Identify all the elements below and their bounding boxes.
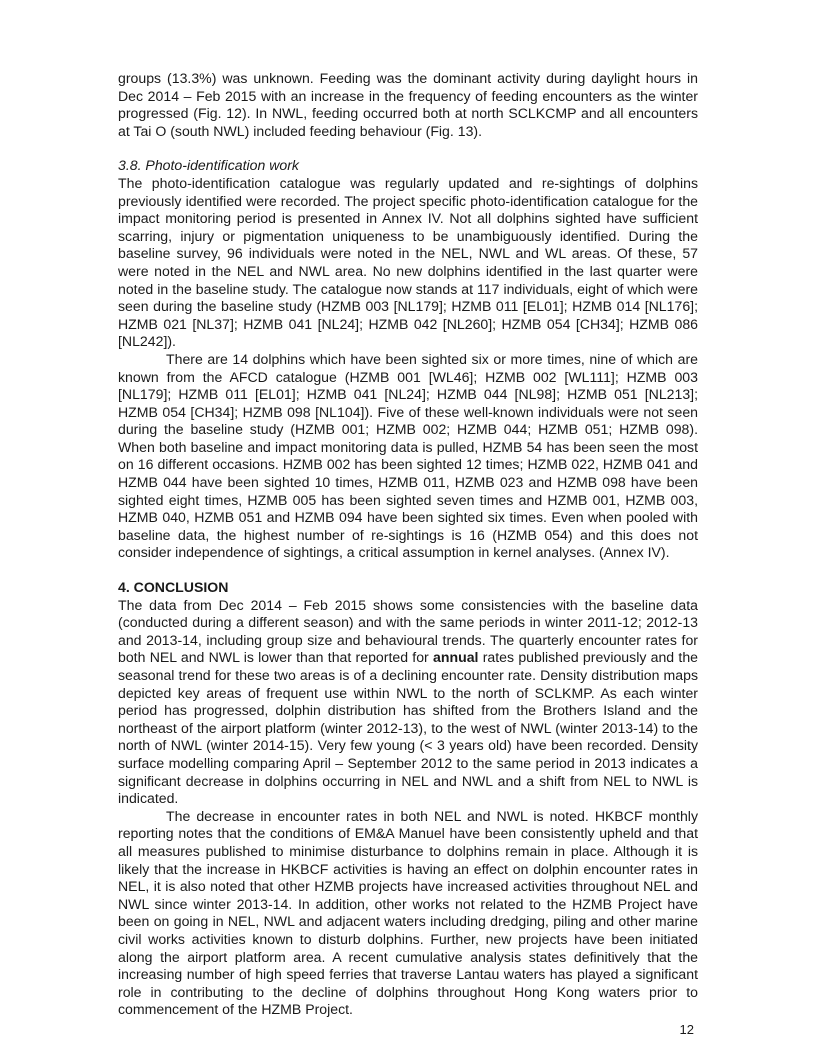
section-3-8-paragraph-1: The photo-identification catalogue was regularly updated and re-sightings of dolphins previously identified were recorded. The project specific photo-identification catalogue for the impact monitoring period is presented in Annex IV. Not all dolphins sighted have sufficient scarring, injury or pigmentation uniqueness to be unambiguously identified. During the baseline survey, 96 individuals were noted in the NEL, NWL and WL areas. Of these, 57 were noted in the NEL and NWL area. No new dolphins identified in the last quarter were noted in the baseline study. The catalogue now stands at 117 individuals, eight of which were seen during the baseline study (HZMB 003 [NL179]; HZMB 011 [EL01]; HZMB 014 [NL176]; HZMB 021 [NL37]; HZMB 041 [NL24]; HZMB 042 [NL260]; HZMB 054 [CH34]; HZMB 086 [NL242]). [118, 174, 698, 350]
section-4-paragraph-1 [118, 597, 698, 808]
section-3-8-paragraph-2: There are 14 dolphins which have been sighted six or more times, nine of which are known from the AFCD catalogue (HZMB 001 [WL46]; HZMB 002 [WL111]; HZMB 003 [NL179]; HZMB 011 [EL01]; HZMB 041 [NL24]; HZMB 044 [NL98]; HZMB 051 [NL213]; HZMB 054 [CH34]; HZMB 098 [NL104]). Five of these well-known individuals were not seen during the baseline study (HZMB 001; HZMB 002; HZMB 044; HZMB 051; HZMB 098). When both baseline and impact monitoring data is pulled, HZMB 54 has been seen the most on 16 different occasions. HZMB 002 has been sighted 12 times; HZMB 022, HZMB 041 and HZMB 044 have been sighted 10 times, HZMB 011, HZMB 023 and HZMB 098 have been sighted eight times, HZMB 005 has been sighted seven times and HZMB 001, HZMB 003, HZMB 040, HZMB 051 and HZMB 094 have been sighted six times. Even when pooled with baseline data, the highest number of re-sightings is 16 (HZMB 054) and this does not consider independence of sightings, a critical assumption in kernel analyses. (Annex IV). [118, 350, 698, 561]
document-page [118, 70, 698, 1019]
annual-emphasis: annual [433, 649, 479, 666]
section-4-paragraph-1-part-2: rates published previously and the seasonal trend for these two areas is of a declining encounter rate. Density distribution maps depicted key areas of frequent use within NWL to the north of SCLKMP. As each winter period has progressed, dolphin distribution has shifted from the Brothers Island and the northeast of the airport platform (winter 2012-13), to the west of NWL (winter 2013-14) to the north of NWL (winter 2014-15). Very few young (< 3 years old) have been recorded. Density surface modelling comparing April – September 2012 to the same period in 2013 indicates a significant decrease in dolphins occurring in NEL and NWL and a shift from NEL to NWL is indicated. [118, 649, 699, 807]
section-4-heading: 4. CONCLUSION [118, 579, 229, 596]
page-number: 12 [679, 1022, 694, 1037]
section-4-paragraph-2: The decrease in encounter rates in both NEL and NWL is noted. HKBCF monthly reporting notes that the conditions of EM&A Manuel have been consistently upheld and that all measures published to minimise disturbance to dolphins remain in place. Although it is likely that the increase in HKBCF activities is having an effect on dolphin encounter rates in NEL, it is also noted that other HZMB projects have increased activities throughout NEL and NWL since winter 2013-14. In addition, other works not related to the HZMB Project have been on going in NEL, NWL and adjacent waters including dredging, piling and other marine civil works activities known to disturb dolphins. Further, new projects have been initiated along the airport platform area. A recent cumulative analysis states definitively that the increasing number of high speed ferries that traverse Lantau waters has played a significant role in contributing to the decline of dolphins throughout Hong Kong waters prior to commencement of the HZMB Project. [118, 807, 698, 1018]
section-3-8-heading: 3.8. Photo-identification work [118, 157, 299, 174]
continued-paragraph: groups (13.3%) was unknown. Feeding was the dominant activity during daylight hours in Dec 2014 – Feb 2015 with an increase in the frequency of feeding encounters as the winter progressed (Fig. 12). In NWL, feeding occurred both at north SCLKCMP and all encounters at Tai O (south NWL) included feeding behaviour (Fig. 13). [118, 70, 698, 139]
section-4-paragraph-1-part-1: The data from Dec 2014 – Feb 2015 shows some consistencies with the baseline data (conducted during a different season) and with the same periods in winter 2011-12; 2012-13 and 2013-14, including group size and behavioural trends. The quarterly encounter rates for both NEL and NWL is lower than that reported for [118, 596, 698, 666]
